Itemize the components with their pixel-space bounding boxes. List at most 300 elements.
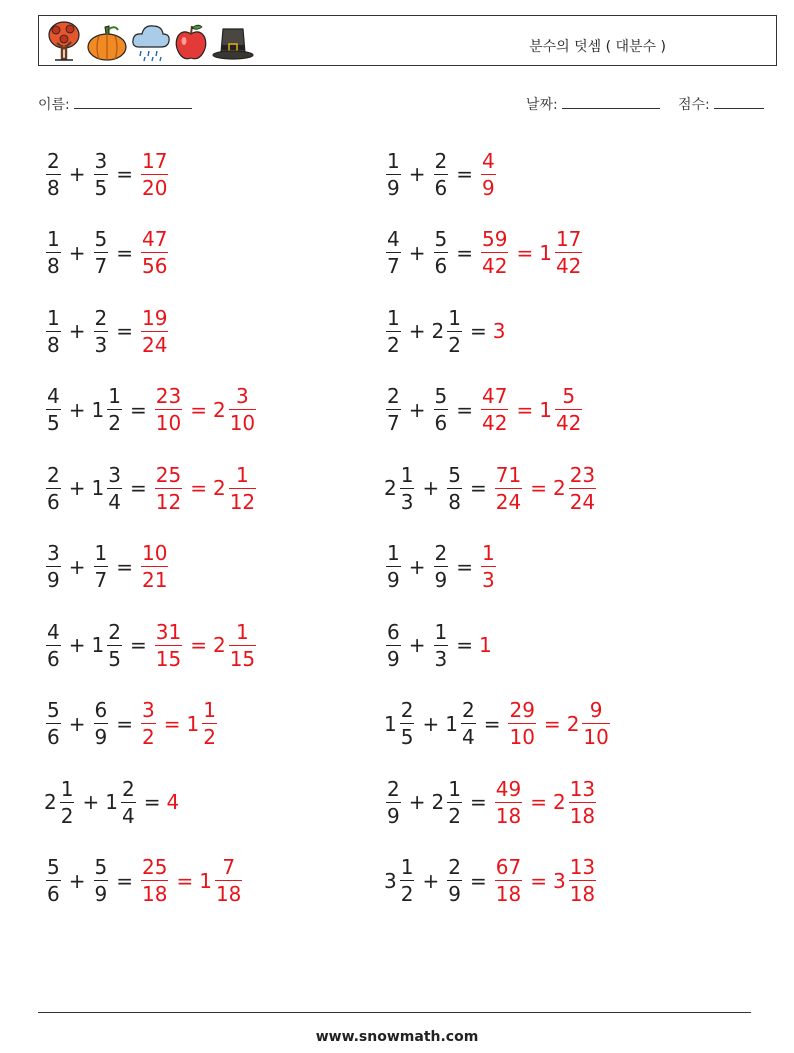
tree-icon bbox=[45, 19, 83, 63]
footer-divider bbox=[38, 1012, 751, 1013]
plus-sign: + bbox=[422, 868, 440, 893]
answer-whole: 2 bbox=[552, 790, 566, 814]
worksheet-title: 분수의 덧셈 ( 대분수 ) bbox=[529, 39, 666, 55]
answer bbox=[199, 857, 244, 904]
problem-8 bbox=[384, 380, 584, 440]
term-whole: 2 bbox=[384, 476, 397, 500]
answer bbox=[139, 229, 170, 276]
term-numerator: 3 bbox=[94, 148, 108, 173]
answer-numerator: 7 bbox=[222, 855, 236, 879]
equals-sign: = bbox=[176, 868, 194, 893]
term-fraction bbox=[386, 148, 401, 200]
answer bbox=[552, 462, 598, 514]
term-fraction bbox=[461, 700, 476, 747]
problem-17 bbox=[44, 772, 180, 832]
answer-numerator: 47 bbox=[482, 384, 508, 408]
answer bbox=[139, 700, 158, 747]
answer-whole: 3 bbox=[492, 319, 506, 343]
answer-denominator: 12 bbox=[229, 489, 256, 514]
answer-fraction bbox=[569, 776, 596, 828]
plus-sign: + bbox=[422, 711, 440, 736]
answer-fraction bbox=[141, 305, 168, 357]
date-field bbox=[526, 94, 660, 114]
answer-fraction bbox=[569, 857, 596, 904]
equals-sign: = bbox=[116, 554, 133, 579]
answer-fraction bbox=[141, 700, 156, 747]
term-fraction bbox=[434, 148, 449, 200]
term-fraction bbox=[386, 305, 401, 357]
problem-20 bbox=[384, 851, 598, 911]
term-whole: 1 bbox=[445, 711, 458, 736]
term-numerator: 1 bbox=[400, 462, 414, 487]
problem-18 bbox=[384, 772, 598, 832]
term-whole: 1 bbox=[384, 711, 397, 736]
equals-sign: = bbox=[190, 476, 207, 500]
name-blank bbox=[74, 94, 192, 109]
term-fraction bbox=[46, 305, 61, 357]
answer-numerator: 1 bbox=[236, 462, 249, 487]
answer-numerator: 3 bbox=[142, 698, 155, 722]
answer-denominator: 18 bbox=[142, 882, 168, 906]
answer-numerator: 31 bbox=[155, 619, 182, 644]
term-fraction bbox=[94, 305, 109, 357]
term-denominator: 9 bbox=[448, 882, 461, 906]
term-numerator: 2 bbox=[94, 305, 108, 330]
term-numerator: 1 bbox=[448, 305, 461, 330]
answer bbox=[213, 386, 258, 433]
term-fraction bbox=[447, 462, 462, 514]
answer-numerator: 1 bbox=[203, 698, 216, 722]
answer-fraction bbox=[141, 857, 168, 904]
term-denominator: 7 bbox=[94, 568, 108, 592]
plus-sign: + bbox=[408, 554, 426, 579]
answer bbox=[139, 857, 170, 904]
answer-numerator: 17 bbox=[142, 148, 168, 173]
answer-numerator: 1 bbox=[236, 619, 249, 644]
answer-fraction bbox=[155, 386, 182, 433]
answer-denominator: 21 bbox=[142, 568, 168, 592]
plus-sign: + bbox=[422, 476, 440, 500]
term-denominator: 2 bbox=[60, 803, 74, 828]
equals-sign: = bbox=[190, 397, 207, 422]
problem-5 bbox=[44, 301, 170, 361]
term-denominator: 7 bbox=[387, 254, 400, 278]
answer bbox=[212, 462, 258, 514]
term-denominator: 8 bbox=[47, 332, 60, 357]
answer-whole: 1 bbox=[186, 711, 200, 736]
problem-4 bbox=[384, 223, 584, 283]
answer-numerator: 23 bbox=[569, 462, 596, 487]
answer bbox=[552, 776, 598, 828]
term-denominator: 2 bbox=[400, 882, 414, 906]
equals-sign: = bbox=[516, 397, 534, 422]
equals-sign: = bbox=[143, 790, 161, 814]
term-numerator: 2 bbox=[434, 148, 448, 173]
term-fraction bbox=[447, 857, 462, 904]
answer-whole: 2 bbox=[212, 476, 226, 500]
term-fraction bbox=[386, 543, 401, 590]
term-numerator: 2 bbox=[121, 776, 135, 801]
answer-fraction bbox=[141, 229, 168, 276]
plus-sign: + bbox=[68, 319, 86, 343]
answer-fraction bbox=[215, 857, 242, 904]
date-blank bbox=[562, 94, 660, 109]
answer-numerator: 1 bbox=[482, 541, 495, 565]
plus-sign: + bbox=[408, 790, 426, 814]
answer-denominator: 24 bbox=[142, 332, 168, 357]
term-fraction bbox=[46, 857, 61, 904]
answer-fraction bbox=[141, 543, 168, 590]
term-fraction bbox=[107, 462, 122, 514]
term-denominator: 8 bbox=[47, 175, 60, 200]
term-fraction bbox=[434, 386, 449, 433]
plus-sign: + bbox=[68, 711, 86, 736]
term-fraction bbox=[400, 462, 415, 514]
answer-denominator: 12 bbox=[155, 489, 182, 514]
equals-sign: = bbox=[469, 319, 487, 343]
answer-denominator: 10 bbox=[509, 725, 535, 749]
term-denominator: 9 bbox=[387, 175, 400, 200]
answer-numerator: 13 bbox=[569, 855, 596, 879]
term-whole: 2 bbox=[431, 790, 445, 814]
answer-fraction bbox=[481, 543, 496, 590]
term-numerator: 1 bbox=[387, 541, 400, 565]
plus-sign: + bbox=[68, 633, 86, 657]
term-numerator: 1 bbox=[47, 227, 60, 251]
term-numerator: 6 bbox=[387, 619, 400, 644]
term-denominator: 5 bbox=[47, 411, 60, 435]
equals-sign: = bbox=[469, 868, 487, 893]
term-denominator: 8 bbox=[47, 254, 60, 278]
term-denominator: 2 bbox=[448, 332, 461, 357]
term-fraction bbox=[447, 305, 462, 357]
equals-sign: = bbox=[456, 554, 473, 579]
answer bbox=[493, 319, 507, 343]
answer bbox=[493, 462, 524, 514]
term-whole: 2 bbox=[44, 790, 57, 814]
problem-2 bbox=[384, 144, 498, 204]
term-whole: 1 bbox=[91, 397, 105, 422]
term-fraction bbox=[447, 776, 462, 828]
score-field bbox=[678, 94, 764, 114]
answer-fraction bbox=[229, 462, 256, 514]
answer bbox=[493, 857, 524, 904]
answer bbox=[479, 229, 510, 276]
term-denominator: 4 bbox=[108, 489, 121, 514]
term-fraction bbox=[46, 619, 61, 671]
answer-whole: 1 bbox=[479, 633, 492, 657]
term-denominator: 6 bbox=[47, 725, 60, 749]
term-numerator: 1 bbox=[400, 855, 414, 879]
equals-sign: = bbox=[116, 711, 133, 736]
term-whole: 1 bbox=[105, 790, 118, 814]
term-numerator: 1 bbox=[108, 384, 121, 408]
equals-sign: = bbox=[530, 868, 547, 893]
answer-numerator: 9 bbox=[589, 698, 603, 722]
answer bbox=[187, 700, 219, 747]
term-denominator: 9 bbox=[94, 882, 108, 906]
term-fraction bbox=[400, 857, 415, 904]
term-numerator: 2 bbox=[47, 148, 60, 173]
equals-sign: = bbox=[483, 711, 501, 736]
answer bbox=[493, 776, 524, 828]
term-numerator: 2 bbox=[387, 776, 400, 801]
equals-sign: = bbox=[516, 240, 534, 265]
term-whole: 2 bbox=[431, 319, 445, 343]
answer-numerator: 71 bbox=[495, 462, 522, 487]
term-whole: 3 bbox=[384, 868, 397, 893]
equals-sign: = bbox=[456, 240, 473, 265]
answer-fraction bbox=[481, 229, 508, 276]
answer-denominator: 18 bbox=[569, 803, 596, 828]
answer bbox=[479, 386, 510, 433]
term-denominator: 9 bbox=[434, 568, 448, 592]
term-fraction bbox=[46, 229, 61, 276]
plus-sign: + bbox=[408, 397, 426, 422]
answer bbox=[153, 619, 184, 671]
answer-numerator: 3 bbox=[236, 384, 249, 408]
problem-6 bbox=[384, 301, 506, 361]
term-denominator: 5 bbox=[108, 646, 121, 671]
answer-whole: 2 bbox=[552, 476, 566, 500]
term-numerator: 1 bbox=[387, 305, 400, 330]
term-numerator: 4 bbox=[47, 384, 60, 408]
term-numerator: 5 bbox=[434, 227, 448, 251]
answer-fraction bbox=[555, 229, 582, 276]
answer-numerator: 19 bbox=[142, 305, 168, 330]
date-label: 날짜: bbox=[526, 97, 558, 113]
plus-sign: + bbox=[68, 554, 86, 579]
term-fraction bbox=[386, 776, 401, 828]
answer-numerator: 10 bbox=[142, 541, 168, 565]
answer-fraction bbox=[202, 700, 217, 747]
rain-cloud-icon bbox=[131, 19, 171, 63]
plus-sign: + bbox=[82, 790, 100, 814]
term-numerator: 2 bbox=[400, 698, 414, 722]
answer-fraction bbox=[229, 386, 256, 433]
answer-numerator: 4 bbox=[482, 148, 495, 173]
term-numerator: 5 bbox=[47, 698, 60, 722]
equals-sign: = bbox=[543, 711, 561, 736]
answer-fraction bbox=[495, 776, 522, 828]
answer-fraction bbox=[141, 148, 168, 200]
pilgrim-hat-icon bbox=[211, 19, 255, 63]
plus-sign: + bbox=[68, 240, 86, 265]
term-numerator: 5 bbox=[94, 855, 108, 879]
answer-fraction bbox=[555, 386, 582, 433]
problem-7 bbox=[44, 380, 258, 440]
term-fraction bbox=[121, 776, 136, 828]
term-denominator: 9 bbox=[387, 803, 400, 828]
answer-numerator: 25 bbox=[142, 855, 168, 879]
problem-14 bbox=[384, 615, 493, 675]
term-numerator: 2 bbox=[461, 698, 475, 722]
answer bbox=[153, 386, 184, 433]
term-numerator: 2 bbox=[448, 855, 461, 879]
equals-sign: = bbox=[116, 319, 133, 343]
plus-sign: + bbox=[68, 476, 86, 500]
problem-3 bbox=[44, 223, 170, 283]
problem-12 bbox=[384, 537, 498, 597]
term-denominator: 2 bbox=[448, 803, 461, 828]
equals-sign: = bbox=[129, 633, 147, 657]
term-denominator: 6 bbox=[434, 254, 448, 278]
footer-url: www.snowmath.com bbox=[315, 1029, 479, 1045]
term-fraction bbox=[386, 386, 401, 433]
answer-denominator: 15 bbox=[155, 646, 182, 671]
term-denominator: 4 bbox=[461, 725, 475, 749]
worksheet-header bbox=[38, 15, 777, 66]
term-fraction bbox=[400, 700, 415, 747]
answer-numerator: 49 bbox=[495, 776, 522, 801]
answer-numerator: 29 bbox=[509, 698, 535, 722]
term-whole: 1 bbox=[91, 633, 105, 657]
answer-whole: 3 bbox=[552, 868, 566, 893]
plus-sign: + bbox=[408, 633, 426, 657]
answer bbox=[153, 462, 184, 514]
term-fraction bbox=[94, 700, 109, 747]
answer-numerator: 47 bbox=[142, 227, 168, 251]
equals-sign: = bbox=[129, 476, 147, 500]
score-blank bbox=[714, 94, 764, 109]
term-fraction bbox=[434, 543, 449, 590]
answer-denominator: 10 bbox=[583, 725, 609, 749]
answer-fraction bbox=[229, 619, 256, 671]
term-denominator: 6 bbox=[47, 489, 60, 514]
term-fraction bbox=[60, 776, 75, 828]
term-fraction bbox=[107, 386, 122, 433]
answer-denominator: 18 bbox=[495, 882, 522, 906]
term-numerator: 1 bbox=[448, 776, 461, 801]
equals-sign: = bbox=[469, 790, 487, 814]
answer-denominator: 2 bbox=[142, 725, 155, 749]
equals-sign: = bbox=[456, 633, 473, 657]
equals-sign: = bbox=[116, 240, 133, 265]
term-fraction bbox=[94, 229, 109, 276]
term-fraction bbox=[46, 543, 61, 590]
answer-whole: 1 bbox=[539, 240, 552, 265]
term-denominator: 5 bbox=[94, 175, 108, 200]
answer-fraction bbox=[508, 700, 535, 747]
answer bbox=[479, 543, 498, 590]
answer-denominator: 18 bbox=[495, 803, 522, 828]
plus-sign: + bbox=[68, 397, 86, 422]
answer bbox=[166, 790, 180, 814]
term-numerator: 5 bbox=[47, 855, 60, 879]
plus-sign: + bbox=[408, 162, 426, 186]
answer bbox=[139, 543, 170, 590]
answer-denominator: 42 bbox=[482, 411, 508, 435]
term-numerator: 3 bbox=[47, 541, 60, 565]
answer-whole: 2 bbox=[566, 711, 580, 736]
term-whole: 1 bbox=[91, 476, 105, 500]
answer-fraction bbox=[582, 700, 609, 747]
answer-numerator: 13 bbox=[569, 776, 596, 801]
equals-sign: = bbox=[129, 397, 147, 422]
term-fraction bbox=[386, 229, 401, 276]
term-numerator: 4 bbox=[387, 227, 400, 251]
answer-fraction bbox=[481, 386, 508, 433]
header-icons bbox=[45, 19, 255, 63]
term-denominator: 6 bbox=[434, 175, 448, 200]
term-numerator: 1 bbox=[434, 619, 448, 644]
name-label: 이름: bbox=[38, 97, 70, 113]
term-fraction bbox=[386, 619, 401, 671]
term-denominator: 2 bbox=[387, 332, 400, 357]
answer bbox=[567, 700, 612, 747]
term-denominator: 3 bbox=[434, 646, 448, 671]
problem-19 bbox=[44, 851, 244, 911]
answer-whole: 1 bbox=[199, 868, 212, 893]
answer-denominator: 10 bbox=[229, 411, 256, 435]
answer bbox=[139, 305, 170, 357]
term-numerator: 1 bbox=[60, 776, 74, 801]
term-denominator: 4 bbox=[121, 803, 135, 828]
score-label: 점수: bbox=[678, 97, 710, 113]
answer-denominator: 3 bbox=[482, 568, 495, 592]
problem-16 bbox=[384, 694, 612, 754]
answer-whole: 2 bbox=[212, 633, 226, 657]
answer-denominator: 24 bbox=[495, 489, 522, 514]
term-fraction bbox=[46, 700, 61, 747]
equals-sign: = bbox=[456, 162, 473, 186]
answer-denominator: 9 bbox=[482, 175, 495, 200]
equals-sign: = bbox=[116, 868, 133, 893]
term-denominator: 9 bbox=[94, 725, 108, 749]
answer-whole: 1 bbox=[539, 397, 552, 422]
apple-icon bbox=[173, 19, 209, 63]
equals-sign: = bbox=[469, 476, 487, 500]
term-numerator: 2 bbox=[47, 462, 60, 487]
term-fraction bbox=[107, 619, 122, 671]
term-denominator: 2 bbox=[108, 411, 121, 435]
answer-denominator: 42 bbox=[555, 411, 582, 435]
term-denominator: 6 bbox=[47, 646, 60, 671]
term-numerator: 6 bbox=[94, 698, 108, 722]
term-numerator: 2 bbox=[434, 541, 448, 565]
term-numerator: 2 bbox=[108, 619, 121, 644]
answer-numerator: 67 bbox=[495, 855, 522, 879]
answer-fraction bbox=[569, 462, 596, 514]
answer-whole: 2 bbox=[212, 397, 226, 422]
answer-denominator: 24 bbox=[569, 489, 596, 514]
answer-denominator: 42 bbox=[555, 254, 582, 278]
answer-numerator: 17 bbox=[555, 227, 582, 251]
term-denominator: 9 bbox=[47, 568, 60, 592]
plus-sign: + bbox=[408, 319, 426, 343]
problem-9 bbox=[44, 458, 258, 518]
equals-sign: = bbox=[190, 633, 207, 657]
term-numerator: 5 bbox=[94, 227, 108, 251]
term-denominator: 3 bbox=[94, 332, 108, 357]
answer bbox=[506, 700, 537, 747]
term-fraction bbox=[94, 148, 109, 200]
problem-11 bbox=[44, 537, 170, 597]
term-denominator: 7 bbox=[387, 411, 400, 435]
answer-numerator: 5 bbox=[562, 384, 576, 408]
answer-fraction bbox=[155, 619, 182, 671]
answer bbox=[553, 857, 598, 904]
answer-numerator: 59 bbox=[482, 227, 508, 251]
term-numerator: 5 bbox=[448, 462, 461, 487]
term-numerator: 1 bbox=[47, 305, 60, 330]
answer-denominator: 18 bbox=[215, 882, 242, 906]
answer-denominator: 20 bbox=[142, 175, 168, 200]
answer-fraction bbox=[495, 462, 522, 514]
term-numerator: 1 bbox=[387, 148, 400, 173]
problem-1 bbox=[44, 144, 170, 204]
term-fraction bbox=[46, 462, 61, 514]
